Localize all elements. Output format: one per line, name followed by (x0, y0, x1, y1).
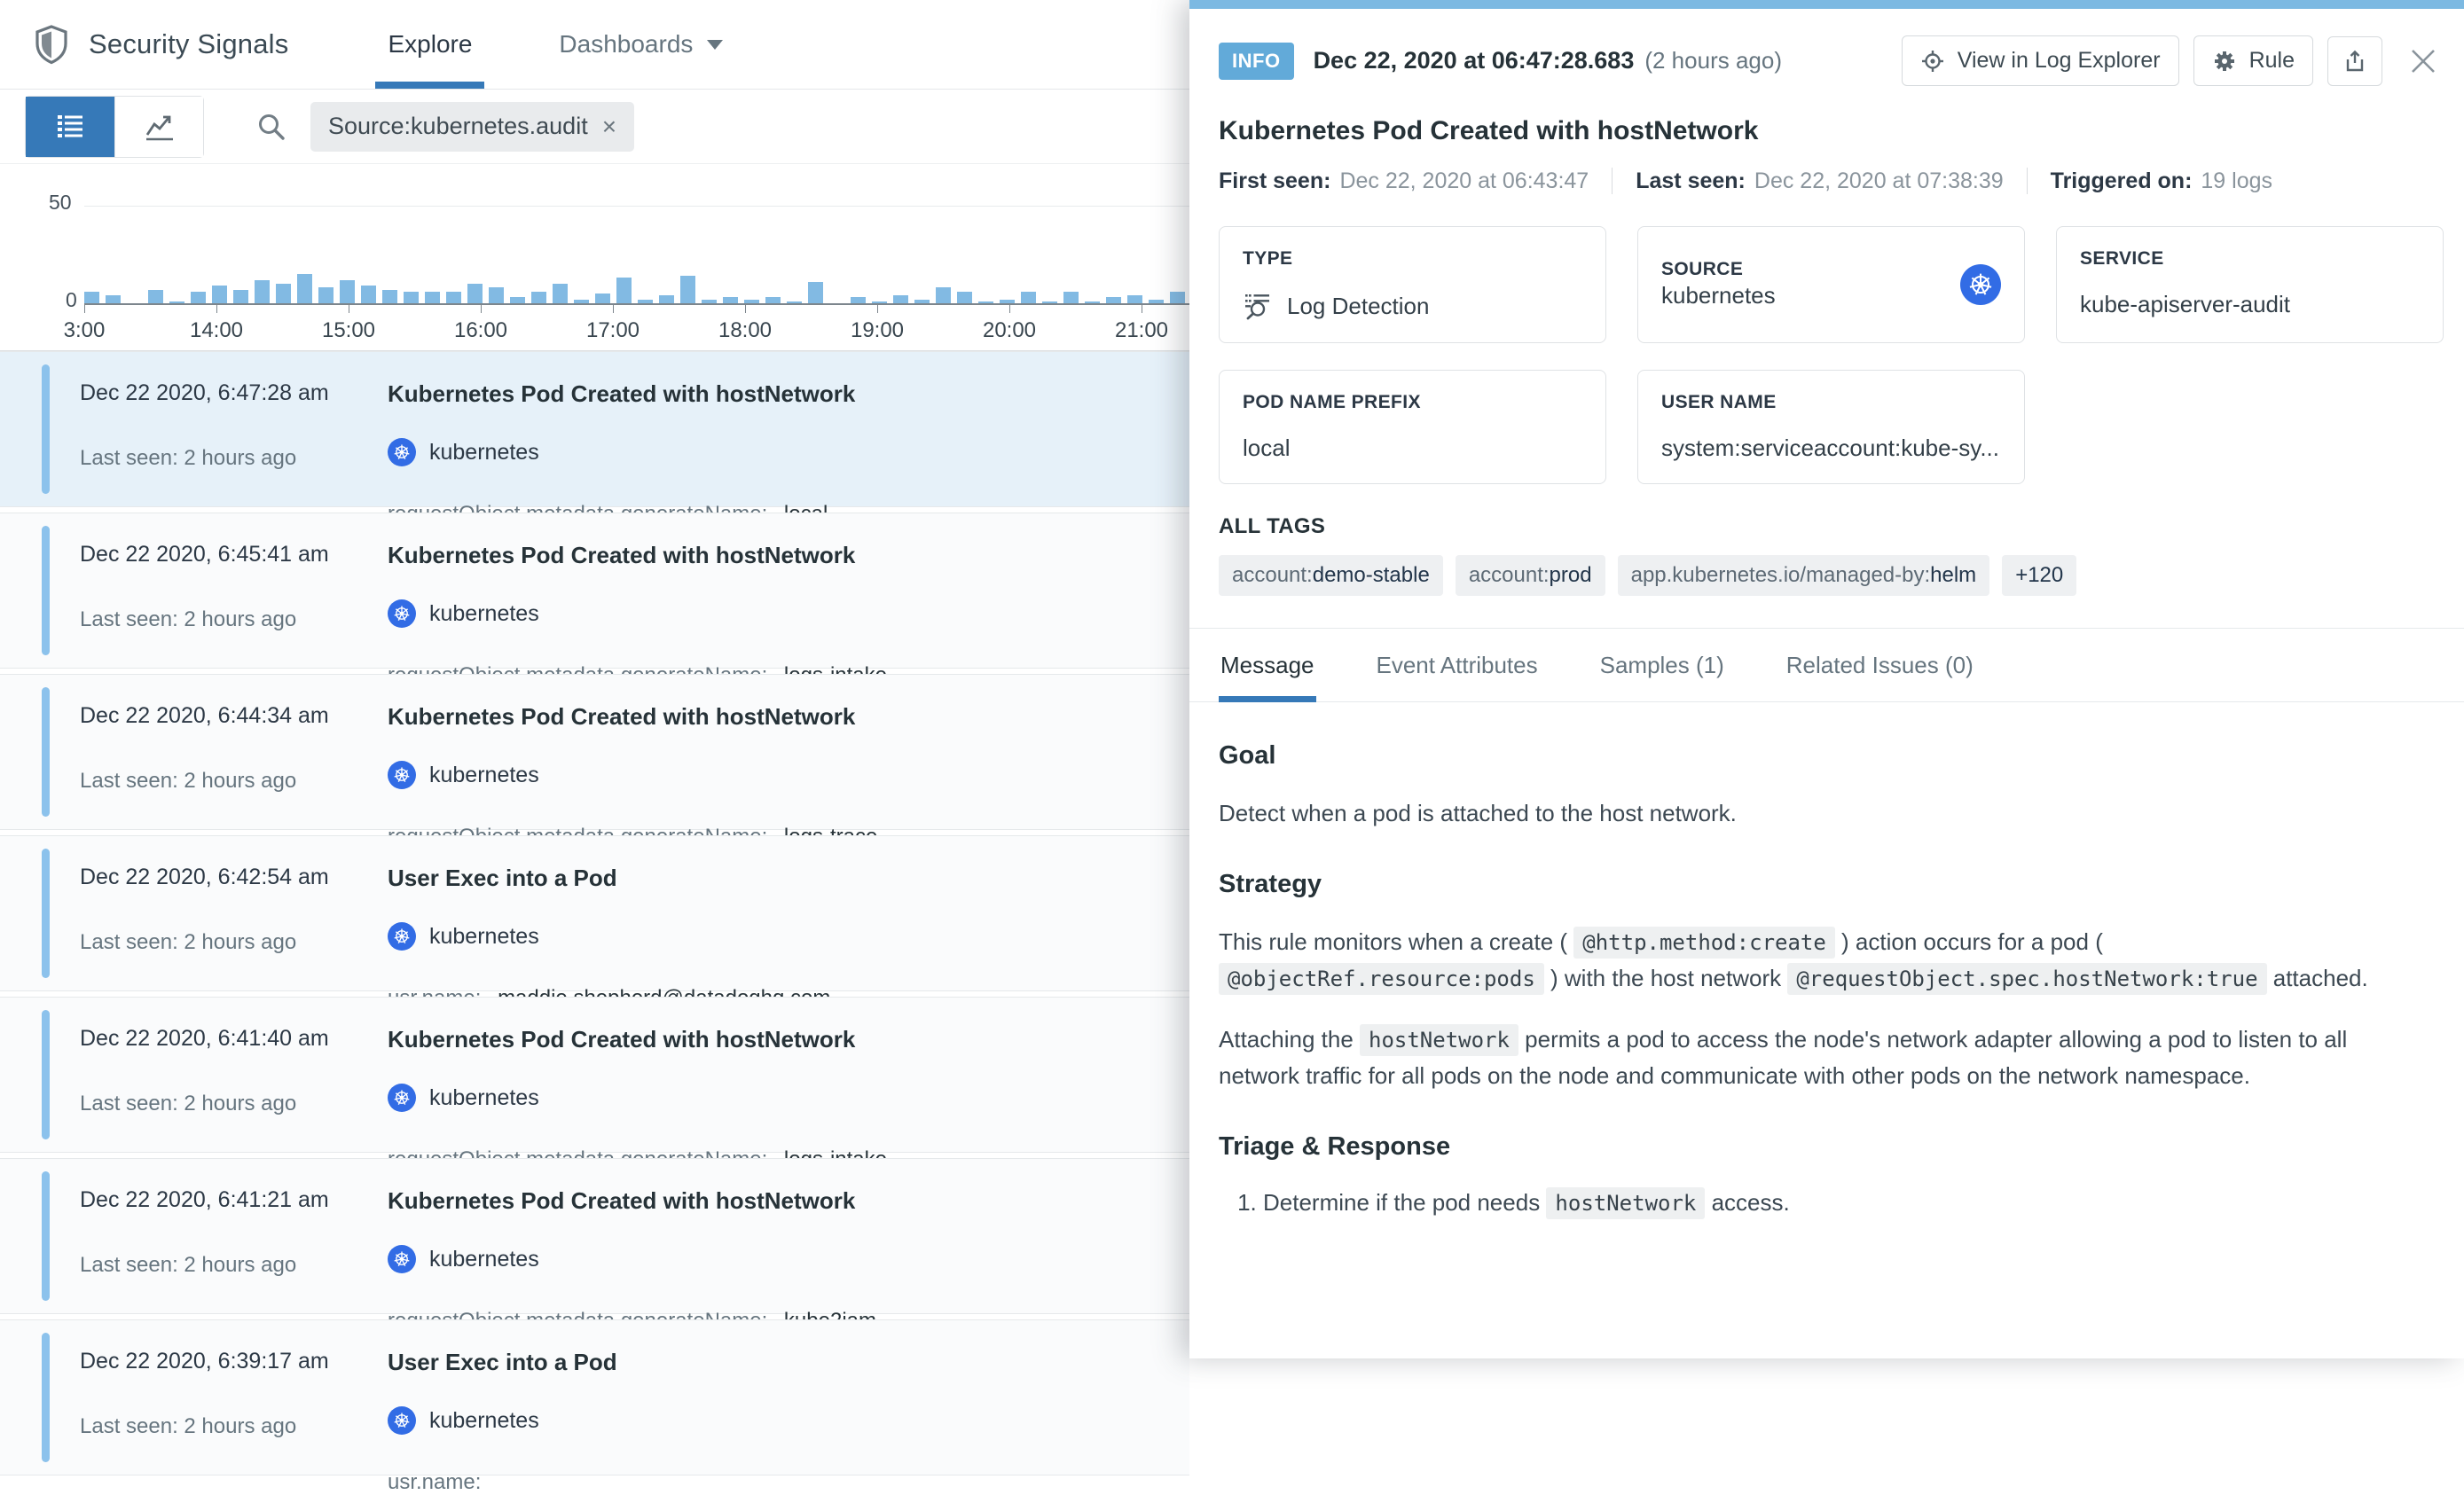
signal-time: Dec 22 2020, 6:44:34 am (80, 703, 329, 728)
signal-list-item[interactable] (0, 351, 1189, 507)
panel-header (1219, 35, 2439, 86)
tag-pill[interactable]: account:demo-stable (1219, 555, 1443, 596)
signal-source: kubernetes (429, 1084, 539, 1110)
signal-time: Dec 22 2020, 6:42:54 am (80, 865, 329, 889)
list-view-toggle[interactable] (26, 97, 114, 157)
signal-last-seen: Last seen: 2 hours ago (80, 769, 297, 793)
message-section-heading: Goal (1219, 741, 1276, 770)
panel-tab-samples-1[interactable]: Samples (1) (1599, 652, 1724, 678)
signal-last-seen: Last seen: 2 hours ago (80, 446, 297, 470)
histogram-bar[interactable] (106, 295, 121, 303)
field-label: SOURCE (1661, 259, 1744, 279)
x-axis-tick-label: 21:00 (1114, 318, 1169, 342)
signal-source: kubernetes (429, 439, 539, 465)
signal-last-seen: Last seen: 2 hours ago (80, 1092, 297, 1115)
tag-pill[interactable]: app.kubernetes.io/managed-by:helm (1618, 555, 1990, 596)
signal-source: kubernetes (429, 923, 539, 949)
histogram-bar[interactable] (659, 295, 674, 303)
field-value: Log Detection (1287, 292, 1430, 319)
kubernetes-icon (1960, 264, 2001, 305)
signal-list (0, 350, 1189, 1494)
field-value: local (1243, 434, 1291, 461)
x-axis-tick-label: 20:00 (982, 318, 1037, 342)
message-paragraph: Detect when a pod is attached to the host network. (1219, 800, 1737, 826)
x-axis-tick (216, 305, 217, 313)
field-label: TYPE (1243, 248, 1293, 269)
signal-time: Dec 22 2020, 6:45:41 am (80, 542, 329, 567)
x-axis-tick-label: 17:00 (585, 318, 640, 342)
signal-row-title: Kubernetes Pod Created with hostNetwork (388, 1026, 856, 1053)
message-content (1219, 741, 2439, 1274)
signal-source: kubernetes (429, 762, 539, 787)
first-seen-label: First seen: (1219, 168, 1331, 193)
signal-list-item[interactable] (0, 835, 1189, 991)
histogram-bar[interactable] (1021, 292, 1036, 303)
share-button[interactable] (2327, 36, 2382, 86)
signal-list-item[interactable] (0, 997, 1189, 1153)
rule-button[interactable]: Rule (2193, 35, 2313, 86)
kubernetes-icon (388, 922, 416, 951)
brand (32, 0, 288, 89)
triage-step: 1. Determine if the pod needs hostNetwork access. (1263, 1185, 2439, 1221)
last-seen-value: Dec 22, 2020 at 07:38:39 (1754, 168, 2004, 193)
field-card (1219, 226, 1606, 343)
inline-code: @http.method:create (1573, 927, 1835, 959)
tab-dashboards[interactable]: Dashboards (559, 0, 723, 89)
x-axis-tick-label: 19:00 (850, 318, 905, 342)
signal-field-cards (1219, 226, 2452, 484)
tags-row (1219, 555, 2439, 596)
log-detection-icon (1243, 291, 1273, 321)
field-value: kube-apiserver-audit (2080, 291, 2291, 317)
field-card (2056, 226, 2444, 343)
kubernetes-icon (388, 761, 416, 789)
histogram-bar[interactable] (212, 286, 227, 303)
triggered-on-label: Triggered on: (2050, 168, 2193, 193)
histogram-bar[interactable] (489, 287, 504, 303)
scope-icon (1920, 49, 1945, 74)
histogram-bar[interactable] (957, 292, 972, 303)
histogram-bar[interactable] (808, 282, 823, 303)
signal-meta (1219, 168, 2439, 194)
x-axis-tick (1009, 305, 1010, 313)
signal-last-seen: Last seen: 2 hours ago (80, 1253, 297, 1277)
last-seen-label: Last seen: (1636, 168, 1746, 193)
first-seen-value: Dec 22, 2020 at 06:43:47 (1339, 168, 1589, 193)
histogram-bar[interactable] (84, 292, 99, 303)
signal-row-title: Kubernetes Pod Created with hostNetwork (388, 380, 856, 407)
histogram-bar[interactable] (318, 287, 334, 303)
kubernetes-icon (388, 599, 416, 628)
x-axis-tick (877, 305, 878, 313)
message-section-heading: Triage & Response (1219, 1132, 1451, 1161)
histogram-bar[interactable] (553, 284, 568, 303)
histogram-bar[interactable] (361, 286, 376, 303)
view-toggle-group (25, 96, 204, 158)
signal-row-title: Kubernetes Pod Created with hostNetwork (388, 1187, 856, 1214)
field-card (1219, 370, 1606, 484)
histogram-bar[interactable] (616, 278, 632, 303)
filter-chip-text: Source:kubernetes.audit (328, 113, 588, 139)
kubernetes-icon (388, 438, 416, 466)
histogram-bar[interactable] (851, 297, 866, 303)
histogram-bar[interactable] (765, 297, 781, 303)
x-axis-tick-label: 3:00 (63, 318, 106, 342)
signal-list-item[interactable] (0, 1319, 1189, 1494)
remove-filter-icon[interactable]: × (601, 112, 617, 140)
left-pane (0, 0, 1189, 1494)
x-axis-tick-label: 18:00 (718, 318, 773, 342)
field-card (1637, 370, 2025, 484)
field-card (1637, 226, 2025, 343)
signal-row-title: User Exec into a Pod (388, 1349, 617, 1375)
kubernetes-icon (388, 1406, 416, 1435)
histogram-bar[interactable] (531, 292, 546, 303)
page-title: Security Signals (89, 28, 289, 59)
signals-histogram (0, 176, 1189, 350)
triggered-on-value: 19 logs (2201, 168, 2273, 193)
panel-tabs (1189, 628, 2464, 702)
signal-list-item[interactable] (0, 1158, 1189, 1314)
severity-bar (42, 1010, 50, 1139)
inline-code: @requestObject.spec.hostNetwork:true (1787, 963, 2266, 995)
inline-code: hostNetwork (1546, 1187, 1705, 1219)
top-header (0, 0, 1189, 90)
x-axis-tick (613, 305, 614, 313)
timeseries-icon (144, 112, 176, 142)
severity-bar (42, 364, 50, 494)
signal-row-title: Kubernetes Pod Created with hostNetwork (388, 542, 856, 568)
field-value: system:serviceaccount:kube-sy... (1661, 434, 1999, 461)
signal-time-ago: (2 hours ago) (1644, 47, 1782, 74)
message-section-heading: Strategy (1219, 870, 1322, 898)
x-axis-tick (481, 305, 482, 313)
signal-list-item[interactable] (0, 674, 1189, 830)
kubernetes-icon (388, 1084, 416, 1112)
histogram-bar[interactable] (595, 294, 610, 303)
histogram-bar[interactable] (1170, 292, 1185, 303)
histogram-bar[interactable] (1063, 292, 1079, 303)
inline-code: @objectRef.resource:pods (1219, 963, 1544, 995)
panel-tab-message[interactable]: Message (1219, 629, 1316, 701)
field-label: POD NAME PREFIX (1243, 392, 1421, 412)
histogram-bar[interactable] (1127, 295, 1142, 303)
x-axis-tick (84, 305, 85, 313)
inline-code: hostNetwork (1360, 1024, 1518, 1056)
histogram-bar[interactable] (425, 292, 440, 303)
signal-time: Dec 22 2020, 6:41:40 am (80, 1026, 329, 1051)
panel-tab-event-attributes[interactable]: Event Attributes (1376, 652, 1538, 678)
x-axis-tick-label: 15:00 (321, 318, 376, 342)
signal-row-title: User Exec into a Pod (388, 865, 617, 891)
histogram-bar[interactable] (680, 276, 695, 303)
signal-title: Kubernetes Pod Created with hostNetwork (1219, 116, 1759, 145)
search-icon (255, 111, 287, 143)
signal-time: Dec 22 2020, 6:47:28 am (80, 380, 329, 405)
histogram-bar[interactable] (510, 297, 525, 303)
search-bar[interactable] (255, 102, 1189, 152)
severity-bar (42, 687, 50, 817)
severity-bar (42, 526, 50, 655)
toolbar (0, 90, 1189, 164)
histogram-bar[interactable] (893, 295, 908, 303)
chevron-down-icon (707, 40, 723, 50)
signal-row-title: Kubernetes Pod Created with hostNetwork (388, 703, 856, 730)
histogram-bar[interactable] (446, 292, 461, 303)
histogram-bar[interactable] (382, 290, 397, 303)
message-paragraph: Attaching the hostNetwork permits a pod to access the node's network adapter allowing a pod to listen to all network traffic for all pods on the node and communicate with other pods on the network namespace. (1219, 1026, 2348, 1089)
all-tags-section (1219, 514, 2439, 596)
signal-time: Dec 22 2020, 6:41:21 am (80, 1187, 329, 1212)
signal-timestamp: Dec 22, 2020 at 06:47:28.683 (1313, 47, 1635, 74)
histogram-bar[interactable] (233, 290, 248, 303)
x-axis-tick-label: 16:00 (453, 318, 508, 342)
histogram-bar[interactable] (191, 292, 206, 303)
x-axis-line (84, 303, 1189, 305)
close-icon[interactable] (2407, 45, 2439, 77)
severity-bar (42, 849, 50, 978)
signal-detail-panel (1189, 0, 2464, 1358)
signal-last-seen: Last seen: 2 hours ago (80, 930, 297, 954)
share-icon (2342, 49, 2367, 74)
y-axis-tick-0: 0 (66, 288, 77, 311)
timeseries-view-toggle[interactable] (114, 97, 203, 157)
y-axis-tick-50: 50 (49, 191, 72, 214)
x-axis-tick (745, 305, 746, 313)
histogram-bar[interactable] (297, 274, 312, 303)
gear-icon (2212, 49, 2237, 74)
filter-chip[interactable] (310, 102, 634, 152)
histogram-bar[interactable] (936, 287, 951, 303)
signal-last-seen: Last seen: 2 hours ago (80, 1414, 297, 1438)
histogram-bar[interactable] (148, 290, 163, 303)
triage-steps (1219, 1185, 2439, 1221)
histogram-bar[interactable] (723, 297, 738, 303)
list-view-icon (55, 113, 85, 141)
histogram-bar[interactable] (340, 280, 355, 303)
signal-source: kubernetes (429, 600, 539, 626)
severity-badge: INFO (1219, 43, 1294, 80)
severity-bar (42, 1171, 50, 1301)
message-paragraph: This rule monitors when a create ( @http.method:create ) action occurs for a pod ( @objectRef.resource:pods ) with the host network @requestObject.spec.hostNetwork:true attached. (1219, 924, 2434, 997)
view-in-log-explorer-button[interactable]: View in Log Explorer (1902, 35, 2179, 86)
signal-last-seen: Last seen: 2 hours ago (80, 607, 297, 631)
field-label: SERVICE (2080, 248, 2164, 269)
histogram-bar[interactable] (276, 284, 291, 303)
signal-attr-key: usr.name: (388, 1470, 482, 1494)
all-tags-heading: ALL TAGS (1219, 514, 1326, 538)
more-tags-pill[interactable]: +120 (2002, 555, 2076, 596)
kubernetes-icon (388, 1245, 416, 1273)
histogram-bar[interactable] (1106, 297, 1121, 303)
field-label: USER NAME (1661, 392, 1777, 412)
field-value: kubernetes (1661, 282, 1776, 309)
x-axis-tick-label: 14:00 (189, 318, 244, 342)
severity-bar (42, 1333, 50, 1462)
histogram-bar[interactable] (404, 292, 419, 303)
histogram-bars (84, 206, 1189, 303)
tag-pill[interactable]: account:prod (1456, 555, 1605, 596)
histogram-bar[interactable] (467, 284, 483, 303)
signal-list-item[interactable] (0, 513, 1189, 669)
shield-icon (32, 23, 71, 66)
signal-source: kubernetes (429, 1246, 539, 1272)
tab-explore[interactable]: Explore (388, 0, 472, 89)
histogram-bar[interactable] (255, 280, 270, 303)
panel-tab-related-issues-0[interactable]: Related Issues (0) (1785, 652, 1974, 678)
signal-source: kubernetes (429, 1407, 539, 1433)
severity-accent-bar (1189, 0, 2464, 9)
signal-time: Dec 22 2020, 6:39:17 am (80, 1349, 329, 1374)
